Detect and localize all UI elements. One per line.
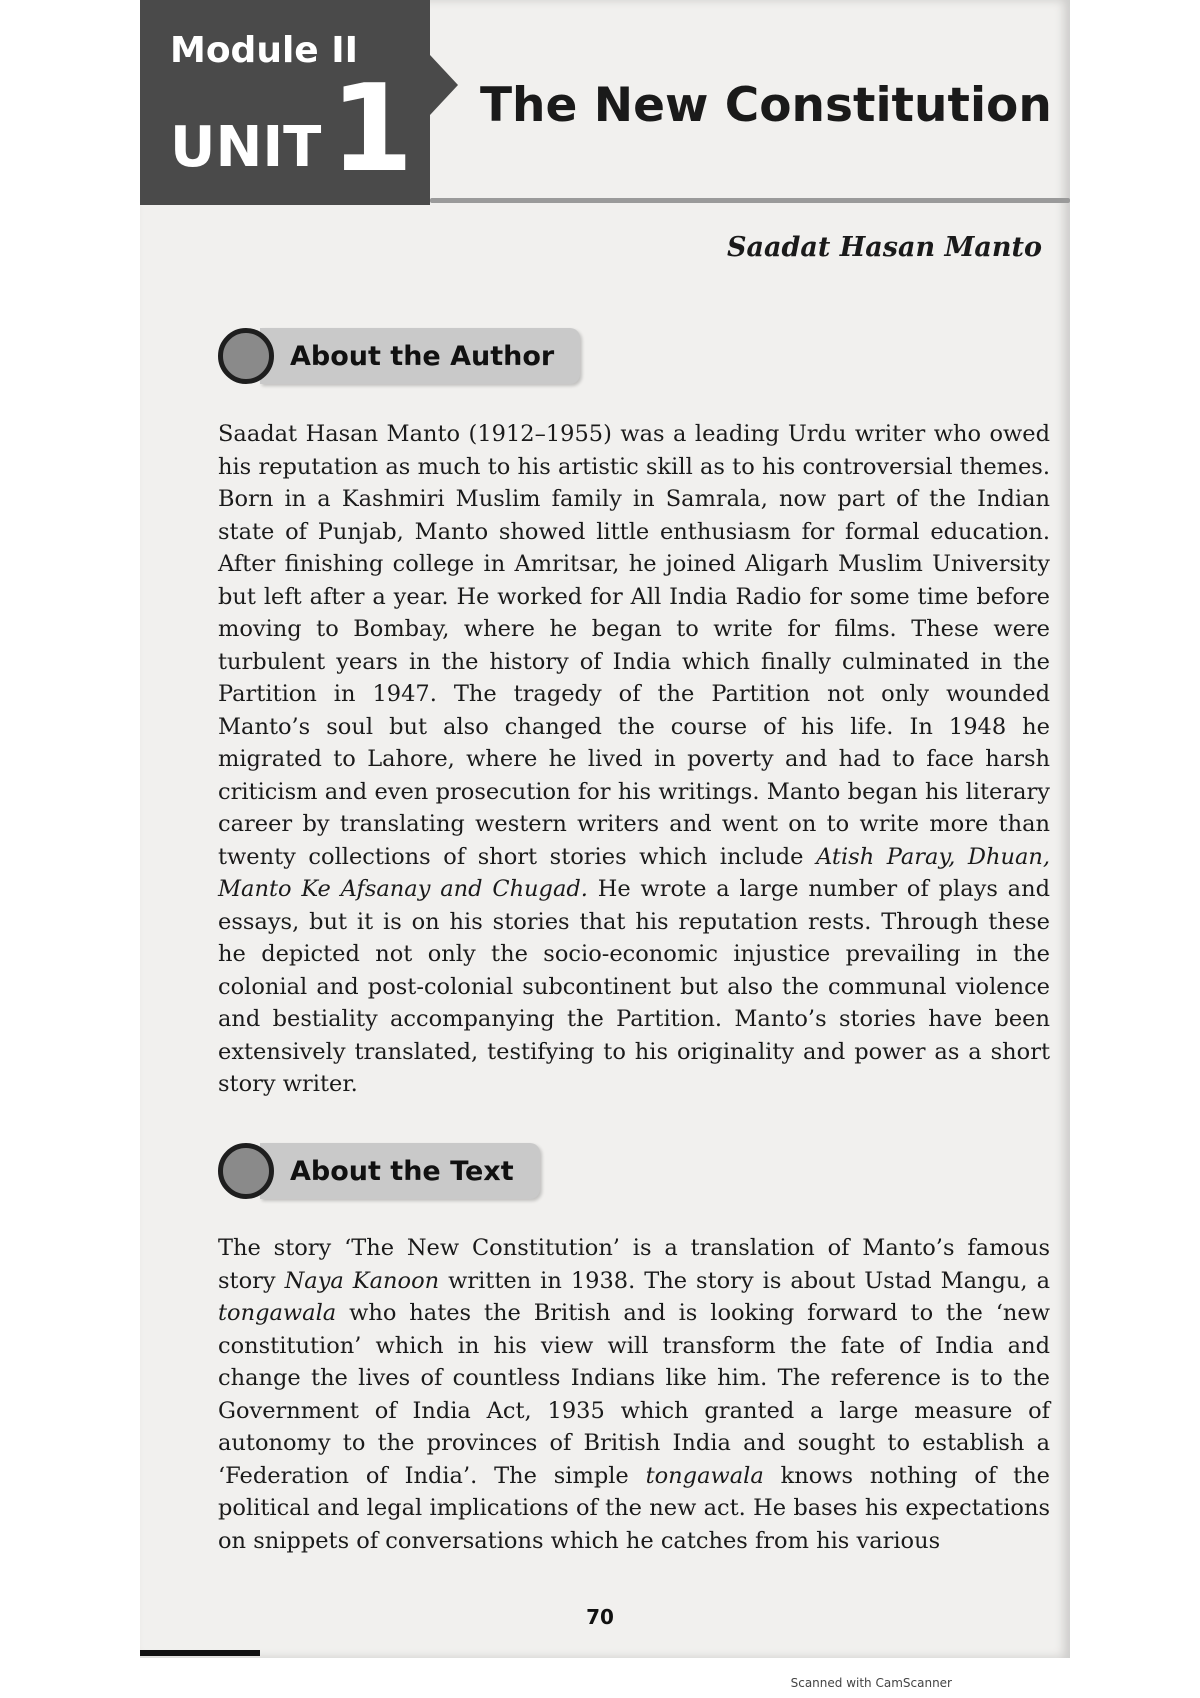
circle-bullet-icon	[218, 328, 274, 384]
paragraph-text: written in 1938. The story is about Ustad Mangu, a	[439, 1267, 1050, 1294]
unit-label: UNIT	[170, 115, 322, 180]
term-tongawala: tongawala	[645, 1462, 764, 1489]
scanner-watermark: Scanned with CamScanner	[790, 1676, 952, 1690]
about-text-heading	[218, 1140, 540, 1202]
banner-arrow	[430, 55, 458, 115]
paragraph-text: He wrote a large number of plays and essays, but it is on his stories that his reputation rests. Through these he depicted not only the socio-economic injustice prevailing in the colonial and post-colonial subcontinent but also the communal violence and bestiality accompanying the Partition. Manto’s stories have been extensively translated, testifying to his originality and power as a short story writer.	[218, 876, 1050, 1097]
term-tongawala: tongawala	[218, 1300, 337, 1326]
about-author-heading	[218, 325, 580, 387]
unit-number: 1	[330, 60, 414, 199]
about-author-heading-text: About the Author	[290, 340, 555, 372]
page-number: 70	[586, 1605, 614, 1629]
paragraph-text: who hates the British and is looking forward to the ‘new constitution’ which in his view will transform the fate of India and change the lives of countless Indians like him. The reference is to the Government of India Act, 1935 which granted a large measure of autonomy to the provinces of British India and sought to establish a ‘Federation of India’. The simple	[218, 1300, 1050, 1489]
story-original-title: Naya Kanoon	[284, 1267, 440, 1294]
paragraph-text: knows nothing of the political and legal implications of the new act. He bases his expectations on snippets of conversations which he catches from his various	[218, 1462, 1050, 1554]
module-label: Module II	[170, 30, 359, 71]
author-signature: Saadat Hasan Manto	[727, 232, 1042, 263]
about-text-paragraph	[218, 1232, 1050, 1557]
about-text-heading-text: About the Text	[290, 1155, 514, 1187]
circle-bullet-icon	[218, 1143, 274, 1199]
footer-stroke	[140, 1650, 260, 1656]
paragraph-text: Saadat Hasan Manto (1912–1955) was a leading Urdu writer who owed his reputation as much to his artistic skill as to his controversial themes. Born in a Kashmiri Muslim family in Samrala, now part of the Indian state of Punjab, Manto showed little enthusiasm for formal education. After finishing college in Amritsar, he joined Aligarh Muslim University but left after a year. He worked for All India Radio for some time before moving to Bombay, where he began to write for films. These were turbulent years in the history of India which finally culminated in the Partition in 1947. The tragedy of the Partition not only wounded Manto’s soul but also changed the course of his life. In 1948 he migrated to Lahore, where he lived in poverty and had to face harsh criticism and even prosecution for his writings. Manto began his literary career by translating western writers and went on to write more than twenty collections of short stories which include	[218, 421, 1050, 870]
about-author-paragraph	[218, 418, 1050, 1101]
title-rule	[430, 198, 1070, 203]
chapter-title: The New Constitution	[480, 78, 1052, 133]
heading-pill	[260, 328, 580, 384]
paragraph-text: The story ‘The New Constitution’ is a translation of Manto’s famous story	[218, 1235, 1050, 1294]
story-titles: Atish Paray, Dhuan, Manto Ke Afsanay and Chugad.	[218, 843, 1050, 902]
heading-pill	[260, 1143, 540, 1199]
